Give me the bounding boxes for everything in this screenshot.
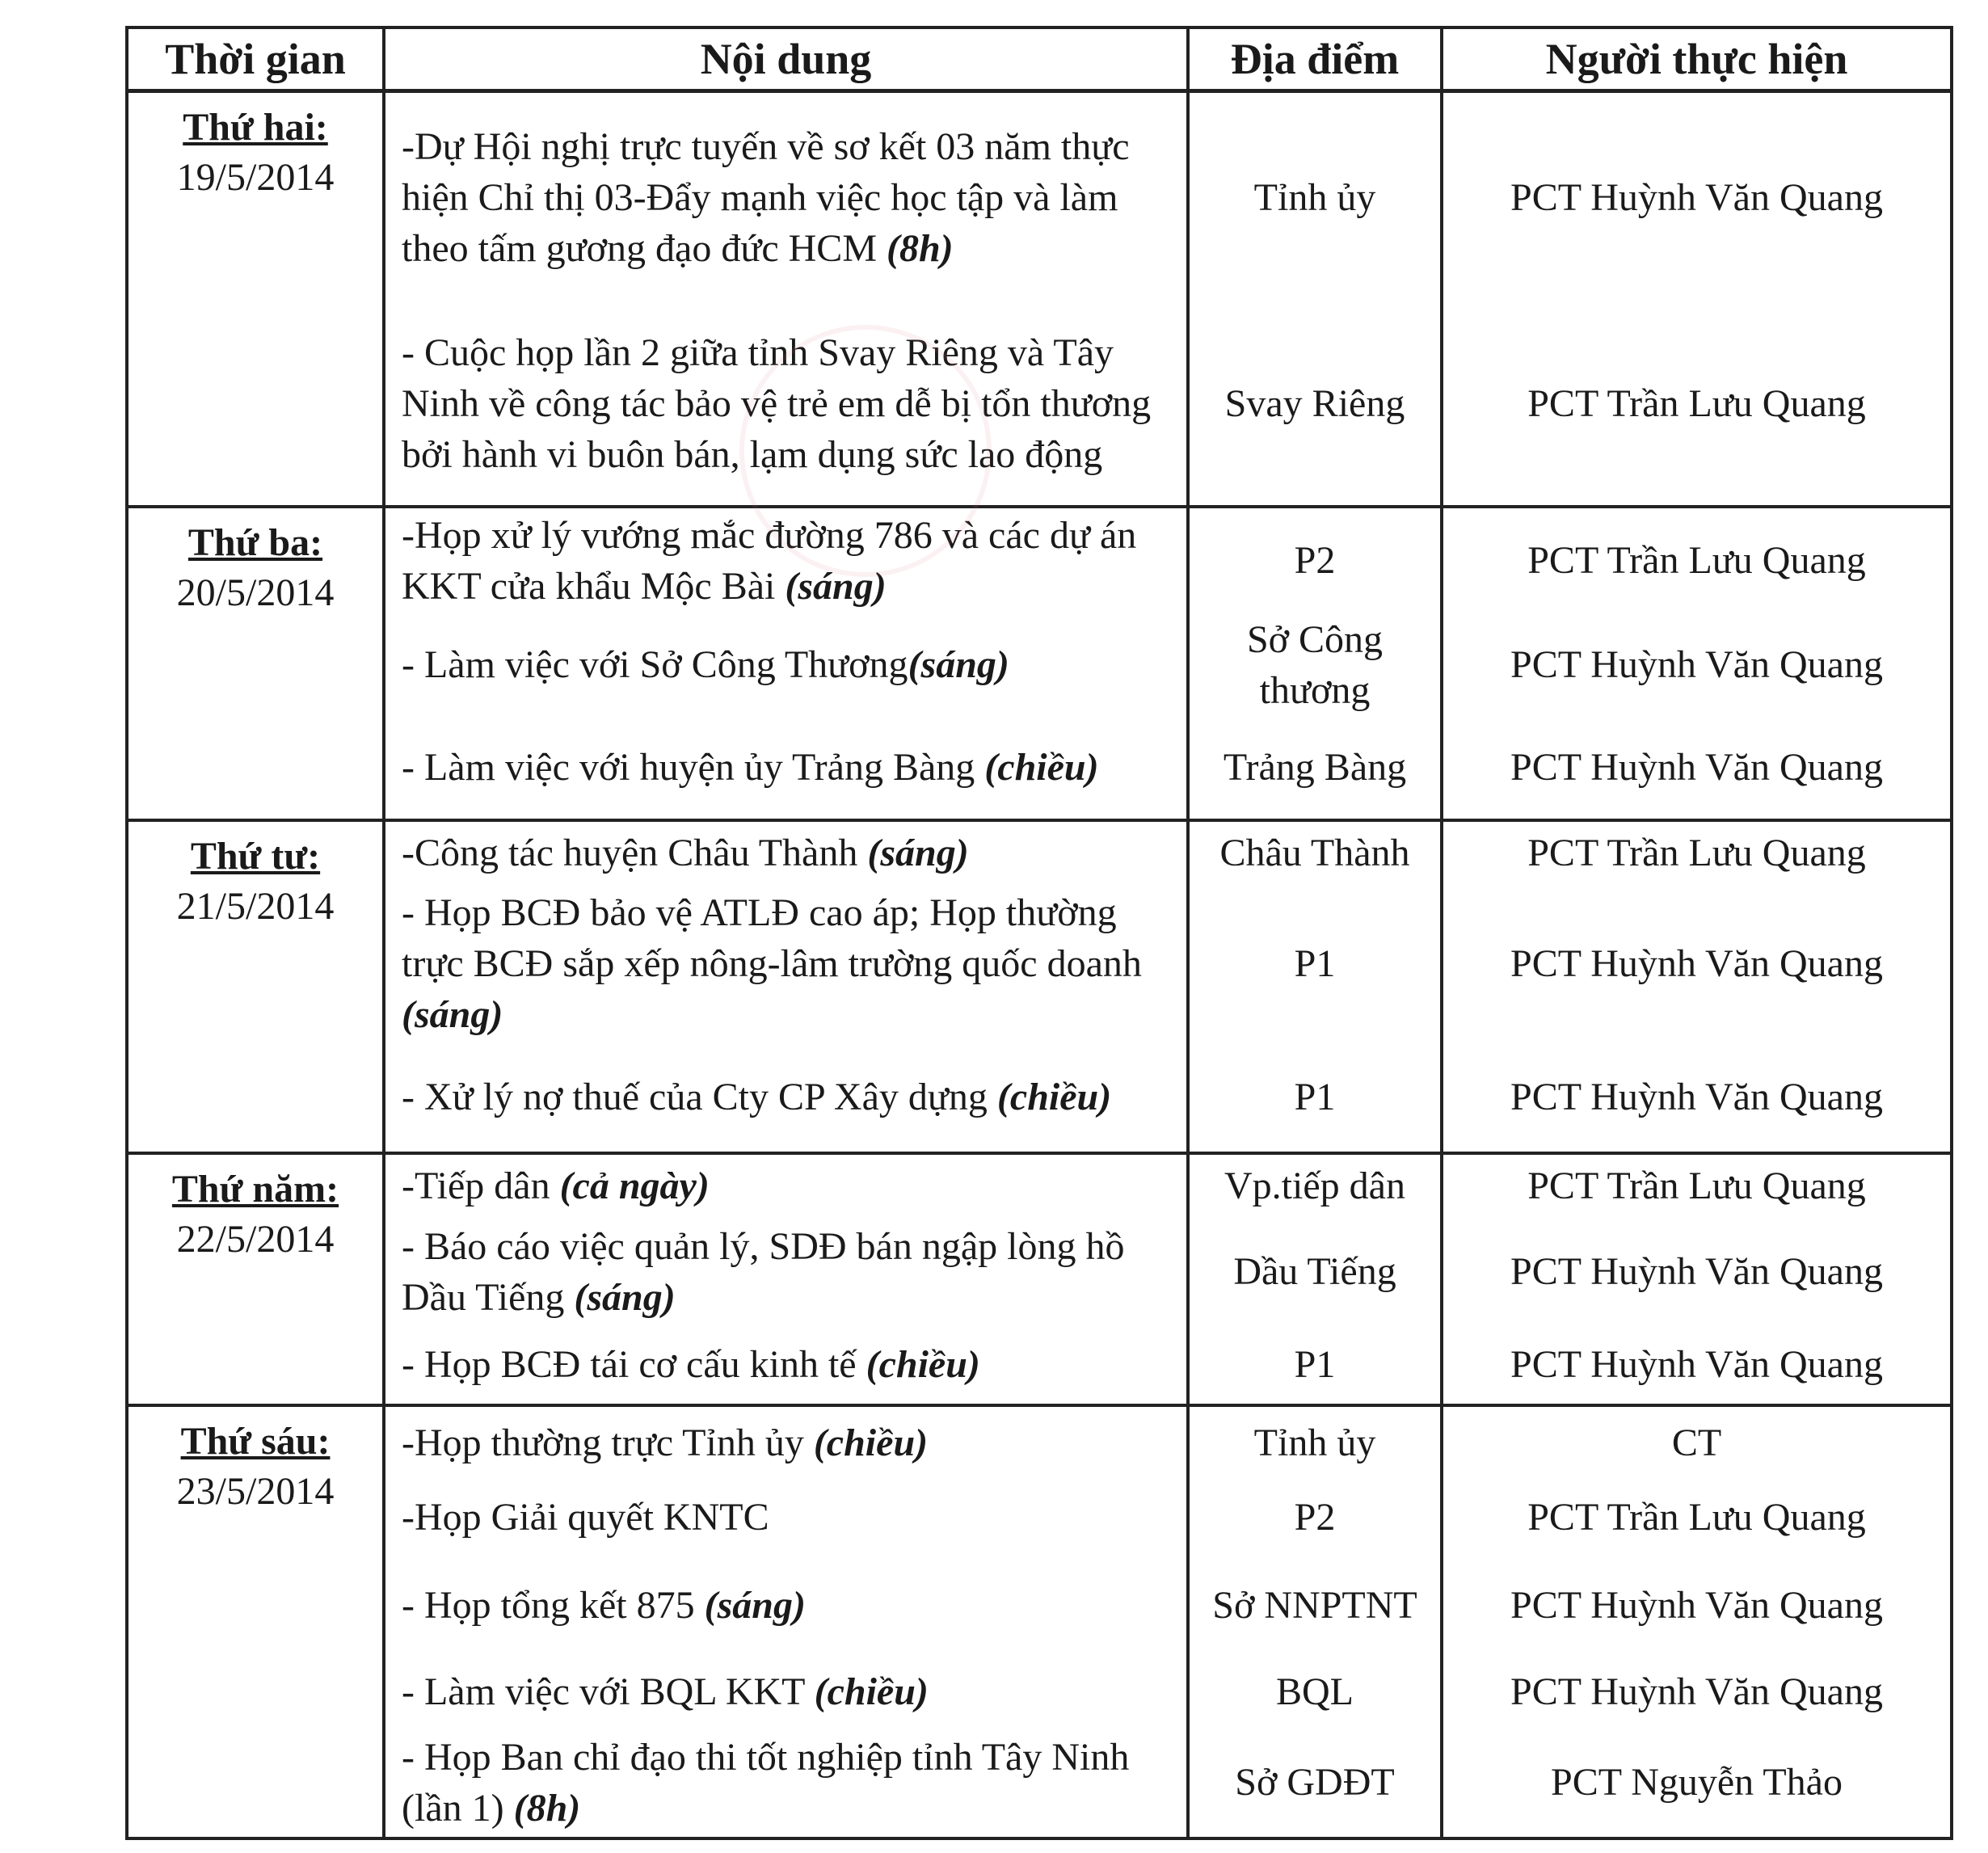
event-text: - Họp BCĐ tái cơ cấu kinh tế (402, 1343, 857, 1386)
event-person: PCT Nguyễn Thảo (1442, 1729, 1952, 1838)
event-place: Sở Công thương (1188, 613, 1442, 717)
schedule-sheet (125, 26, 1950, 1840)
day-cell-friday (127, 1405, 384, 1838)
event-content (384, 1729, 1188, 1838)
day-date: 23/5/2014 (176, 1469, 335, 1513)
event-person: PCT Trần Lưu Quang (1442, 303, 1952, 507)
event-text: - Họp Ban chỉ đạo thi tốt nghiệp tỉnh Tây Ninh (lần 1) (402, 1735, 1130, 1830)
event-place: P1 (1188, 885, 1442, 1043)
day-date: 19/5/2014 (176, 156, 335, 199)
weekly-schedule-table (125, 26, 1953, 1840)
event-place: Tỉnh ủy (1188, 91, 1442, 303)
event-person: PCT Huỳnh Văn Quang (1442, 91, 1952, 303)
event-time-note: (chiều) (984, 746, 1099, 789)
event-content (384, 1218, 1188, 1326)
event-place: P1 (1188, 1043, 1442, 1153)
event-person: PCT Huỳnh Văn Quang (1442, 885, 1952, 1043)
event-person: PCT Trần Lưu Quang (1442, 507, 1952, 613)
event-time-note: (sáng) (574, 1275, 676, 1319)
day-date: 22/5/2014 (176, 1217, 335, 1261)
day-name: Thứ sáu: (180, 1419, 331, 1463)
event-time-note: (chiều) (813, 1421, 929, 1464)
event-time-note: (sáng) (785, 564, 887, 608)
table-row (127, 717, 1952, 820)
event-time-note: (8h) (887, 227, 954, 271)
event-text: -Họp Giải quyết KNTC (402, 1496, 769, 1539)
day-cell-wednesday (127, 820, 384, 1153)
event-text: -Công tác huyện Châu Thành (402, 832, 858, 874)
event-content (384, 1326, 1188, 1405)
event-time-note: (sáng) (867, 832, 969, 874)
day-cell-monday (127, 91, 384, 507)
event-place: Svay Riêng (1188, 303, 1442, 507)
header-person: Người thực hiện (1442, 27, 1952, 91)
event-place: P1 (1188, 1326, 1442, 1405)
event-content (384, 717, 1188, 820)
event-place: BQL (1188, 1656, 1442, 1729)
table-row (127, 1729, 1952, 1838)
day-date: 21/5/2014 (176, 884, 335, 928)
event-text: - Làm việc với huyện ủy Trảng Bàng (402, 746, 975, 789)
event-person: PCT Huỳnh Văn Quang (1442, 1656, 1952, 1729)
event-text: -Dự Hội nghị trực tuyến về sơ kết 03 năm thực hiện Chỉ thị 03-Đẩy mạnh việc học tập và làm theo tấm gương đạo đức HCM (402, 125, 1130, 271)
table-row (127, 303, 1952, 507)
event-place: Vp.tiếp dân (1188, 1153, 1442, 1218)
event-time-note: (sáng) (908, 643, 1009, 686)
table-row (127, 91, 1952, 303)
table-row (127, 1480, 1952, 1556)
table-row (127, 1218, 1952, 1326)
event-content (384, 507, 1188, 613)
table-row (127, 885, 1952, 1043)
event-person: PCT Trần Lưu Quang (1442, 820, 1952, 885)
header-place: Địa điểm (1188, 27, 1442, 91)
event-place: P2 (1188, 507, 1442, 613)
event-content (384, 1043, 1188, 1153)
event-person: PCT Trần Lưu Quang (1442, 1480, 1952, 1556)
header-content: Nội dung (384, 27, 1188, 91)
event-text: -Họp thường trực Tỉnh ủy (402, 1421, 804, 1464)
event-place: Tỉnh ủy (1188, 1405, 1442, 1480)
day-cell-thursday (127, 1153, 384, 1405)
event-time-note: (chiều) (996, 1076, 1112, 1118)
event-content (384, 303, 1188, 507)
event-content (384, 820, 1188, 885)
event-person: PCT Trần Lưu Quang (1442, 1153, 1952, 1218)
event-person: PCT Huỳnh Văn Quang (1442, 717, 1952, 820)
table-row (127, 820, 1952, 885)
header-time: Thời gian (127, 27, 384, 91)
event-place: Sở GDĐT (1188, 1729, 1442, 1838)
event-person: PCT Huỳnh Văn Quang (1442, 1218, 1952, 1326)
event-person: CT (1442, 1405, 1952, 1480)
event-text: - Làm việc với BQL KKT (402, 1670, 805, 1713)
day-name: Thứ năm: (171, 1167, 339, 1211)
event-text: - Cuộc họp lần 2 giữa tỉnh Svay Riêng và Tây Ninh về công tác bảo vệ trẻ em dễ bị tổn thương bởi hành vi buôn bán, lạm dụng sức lao động (402, 331, 1152, 476)
table-row (127, 1405, 1952, 1480)
table-row (127, 507, 1952, 613)
event-person: PCT Huỳnh Văn Quang (1442, 1043, 1952, 1153)
table-row (127, 1043, 1952, 1153)
table-row (127, 613, 1952, 717)
day-name: Thứ hai: (183, 106, 328, 149)
event-text: - Xử lý nợ thuế của Cty CP Xây dựng (402, 1076, 988, 1118)
event-place: Dầu Tiếng (1188, 1218, 1442, 1326)
event-text: -Họp xử lý vướng mắc đường 786 và các dự án KKT cửa khẩu Mộc Bài (402, 513, 1137, 608)
table-row (127, 1556, 1952, 1656)
event-text: - Làm việc với Sở Công Thương (402, 643, 908, 686)
event-content (384, 1556, 1188, 1656)
event-content (384, 1480, 1188, 1556)
event-time-note: (8h) (513, 1786, 581, 1830)
day-date: 20/5/2014 (176, 571, 335, 614)
event-content (384, 1153, 1188, 1218)
day-cell-tuesday (127, 507, 384, 820)
event-text: -Tiếp dân (402, 1164, 550, 1207)
header-row (127, 27, 1952, 91)
day-name: Thứ tư: (190, 834, 321, 878)
table-row (127, 1656, 1952, 1729)
event-content (384, 613, 1188, 717)
event-content (384, 1405, 1188, 1480)
event-time-note: (chiều) (866, 1343, 980, 1386)
event-place: Châu Thành (1188, 820, 1442, 885)
event-content (384, 1656, 1188, 1729)
event-time-note: (cả ngày) (559, 1164, 710, 1207)
event-content (384, 91, 1188, 303)
table-row (127, 1153, 1952, 1218)
day-name: Thứ ba: (187, 520, 323, 564)
event-time-note: (chiều) (814, 1670, 929, 1713)
event-text: - Báo cáo việc quản lý, SDĐ bán ngập lòng hồ Dầu Tiếng (402, 1224, 1125, 1319)
event-time-note: (sáng) (402, 993, 503, 1036)
event-place: Sở NNPTNT (1188, 1556, 1442, 1656)
event-person: PCT Huỳnh Văn Quang (1442, 1556, 1952, 1656)
event-text: - Họp tổng kết 875 (402, 1584, 695, 1627)
event-place: P2 (1188, 1480, 1442, 1556)
event-person: PCT Huỳnh Văn Quang (1442, 613, 1952, 717)
event-time-note: (sáng) (704, 1584, 806, 1627)
event-person: PCT Huỳnh Văn Quang (1442, 1326, 1952, 1405)
table-row (127, 1326, 1952, 1405)
event-text: - Họp BCĐ bảo vệ ATLĐ cao áp; Họp thường trực BCĐ sắp xếp nông-lâm trường quốc doanh (402, 891, 1142, 985)
event-content (384, 885, 1188, 1043)
event-place: Trảng Bàng (1188, 717, 1442, 820)
